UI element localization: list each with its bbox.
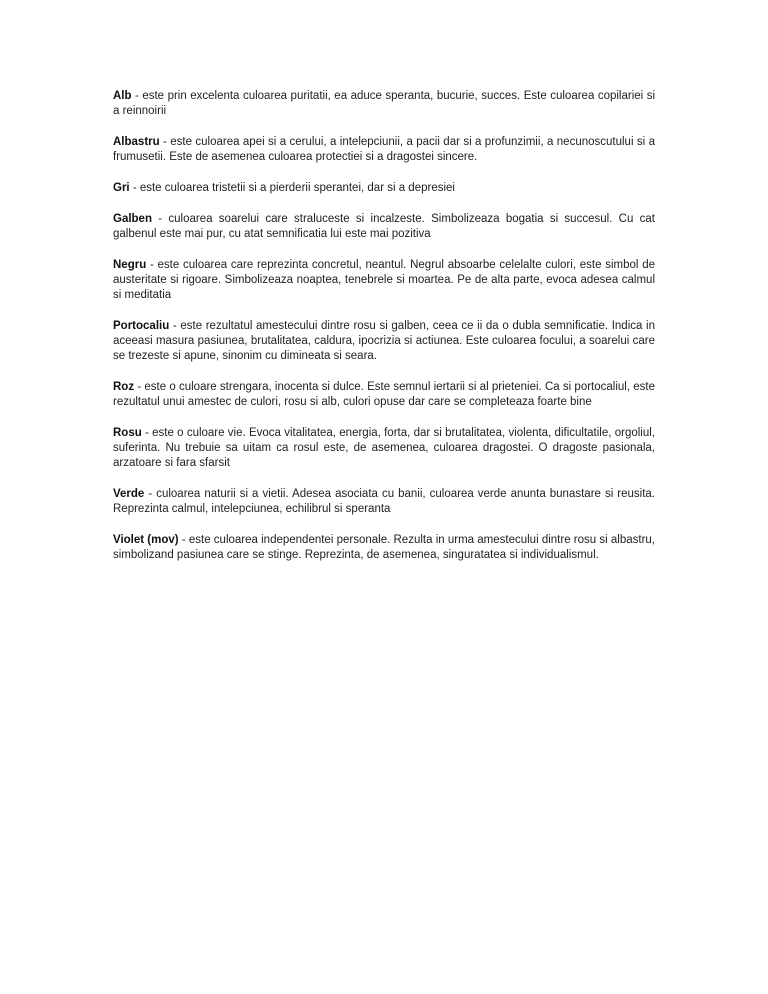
entry-gri [113, 181, 655, 196]
definition-alb: - este prin excelenta culoarea puritatii, ea aduce speranta, bucurie, succes. Este culoarea copilariei si a reinnoirii [113, 90, 655, 117]
entry-alb [113, 89, 655, 119]
definition-roz: - este o culoare strengara, inocenta si dulce. Este semnul iertarii si al prieteniei. Ca si portocaliul, este rezultatul unui amestec de culori, rosu si alb, culori opuse dar care se completeaza foarte bine [113, 381, 655, 408]
entry-verde [113, 487, 655, 517]
entry-galben [113, 212, 655, 242]
definition-verde: - culoarea naturii si a vietii. Adesea asociata cu banii, culoarea verde anunta bunastare si reusita. Reprezinta calmul, intelepciunea, echilibrul si speranta [113, 488, 655, 515]
entry-rosu [113, 426, 655, 471]
definition-violet: - este culoarea independentei personale. Rezulta in urma amestecului dintre rosu si albastru, simbolizand pasiunea care se stinge. Reprezinta, de asemenea, singuratatea si individualismul. [113, 534, 655, 561]
definition-gri: - este culoarea tristetii si a pierderii sperantei, dar si a depresiei [129, 182, 455, 194]
term-portocaliu: Portocaliu [113, 320, 170, 332]
entry-portocaliu [113, 319, 655, 364]
definition-portocaliu: - este rezultatul amestecului dintre rosu si galben, ceea ce ii da o dubla semnificatie. Indica in aceeasi masura pasiunea, brutalitatea, caldura, ipocrizia si actiunea. Este culoarea focului, a soarelui care se trezeste si apune, sinonim cu dimineata si seara. [113, 320, 655, 362]
entry-violet [113, 533, 655, 563]
term-albastru: Albastru [113, 136, 160, 148]
term-violet: Violet (mov) [113, 534, 179, 546]
term-alb: Alb [113, 90, 132, 102]
document-page [113, 89, 655, 579]
term-galben: Galben [113, 213, 152, 225]
definition-negru: - este culoarea care reprezinta concretul, neantul. Negrul absoarbe celelalte culori, este simbol de austeritate si rigoare. Simbolizeaza noaptea, tenebrele si moartea. Pe de alta parte, evoca adesea calmul si meditatia [113, 259, 655, 301]
term-roz: Roz [113, 381, 135, 393]
definition-galben: - culoarea soarelui care straluceste si incalzeste. Simbolizeaza bogatia si succesul. Cu cat galbenul este mai pur, cu atat semnificatia lui este mai pozitiva [113, 213, 655, 240]
entry-negru [113, 258, 655, 303]
definition-albastru: - este culoarea apei si a cerului, a intelepciunii, a pacii dar si a profunzimii, a necunoscutului si a frumusetii. Este de asemenea culoarea protectiei si a dragostei sincere. [113, 136, 655, 163]
definition-rosu: - este o culoare vie. Evoca vitalitatea, energia, forta, dar si brutalitatea, violenta, dificultatile, orgoliul, suferinta. Nu trebuie sa uitam ca rosul este, de asemenea, culoarea dragostei. O dragoste pasionala, arzatoare si fara sfarsit [113, 427, 655, 469]
term-verde: Verde [113, 488, 145, 500]
term-gri: Gri [113, 182, 130, 194]
entry-albastru [113, 135, 655, 165]
term-rosu: Rosu [113, 427, 142, 439]
entry-roz [113, 380, 655, 410]
term-negru: Negru [113, 259, 147, 271]
